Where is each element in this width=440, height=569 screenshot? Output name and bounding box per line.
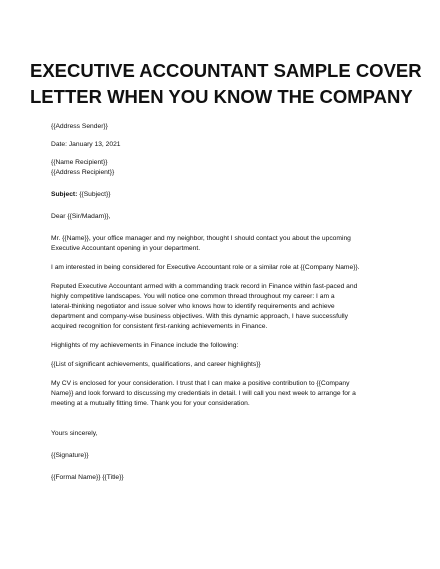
paragraph-line: {{List of significant achievements, qualifications, and career highlights}} — [51, 361, 261, 368]
paragraph-line: acquired recognition for consistent first-ranking achievements in Finance. — [51, 323, 268, 330]
subject-value: {{Subject}} — [77, 191, 111, 198]
paragraph-line: I am interested in being considered for Executive Accountant role or a similar role at {{Company Name}}. — [51, 264, 360, 271]
salutation: Dear {{Sir/Madam}}, — [51, 213, 111, 220]
paragraph-interest — [51, 263, 396, 273]
paragraph-line: Highlights of my achievements in Finance include the following: — [51, 342, 239, 349]
subject-label: Subject: — [51, 191, 78, 198]
paragraph-line: lateral-thinking negotiator and issue solver who knows how to identify requirements and achieve — [51, 303, 335, 310]
closing: Yours sincerely, — [51, 430, 98, 437]
signature: {{Signature}} — [51, 452, 89, 459]
paragraph-closing-body — [51, 379, 396, 409]
title-line-2: LETTER WHEN YOU KNOW THE COMPANY — [30, 86, 413, 107]
paragraph-profile — [51, 282, 396, 332]
letter-date: Date: January 13, 2021 — [51, 141, 121, 148]
address-sender: {{Address Sender}} — [51, 123, 108, 130]
paragraph-line: highly competitive landscapes. You will notice one common thread throughout my career: I am a — [51, 293, 335, 300]
paragraph-line: Mr. {{Name}}, your office manager and my neighbor, thought I should contact you about the upcoming — [51, 235, 351, 242]
name-recipient: {{Name Recipient}} — [51, 159, 108, 166]
paragraph-highlights-list — [51, 360, 396, 370]
address-recipient: {{Address Recipient}} — [51, 169, 115, 176]
paragraph-highlights-intro — [51, 341, 396, 351]
paragraph-line: Reputed Executive Accountant armed with a commanding track record in Finance within fast-paced and — [51, 283, 358, 290]
paragraph-line: meeting at a mutually fitting time. Thank you for your consideration. — [51, 400, 250, 407]
formal-name-title: {{Formal Name}} {{Title}} — [51, 474, 124, 481]
letter-body — [51, 122, 396, 483]
paragraph-line: Executive Accountant opening in your department. — [51, 245, 201, 252]
paragraph-line: department and company-wise business objectives. With this dynamic approach, I have successfully — [51, 313, 348, 320]
paragraph-intro — [51, 234, 396, 254]
paragraph-line: Name}} and look forward to discussing my credentials in detail. I will call you next week to arrange for a — [51, 390, 356, 397]
page-title — [30, 58, 422, 110]
title-line-1: EXECUTIVE ACCOUNTANT SAMPLE COVER — [30, 60, 422, 81]
paragraph-line: My CV is enclosed for your consideration. I trust that I can make a positive contribution to {{Company — [51, 380, 350, 387]
subject-line — [51, 190, 396, 200]
